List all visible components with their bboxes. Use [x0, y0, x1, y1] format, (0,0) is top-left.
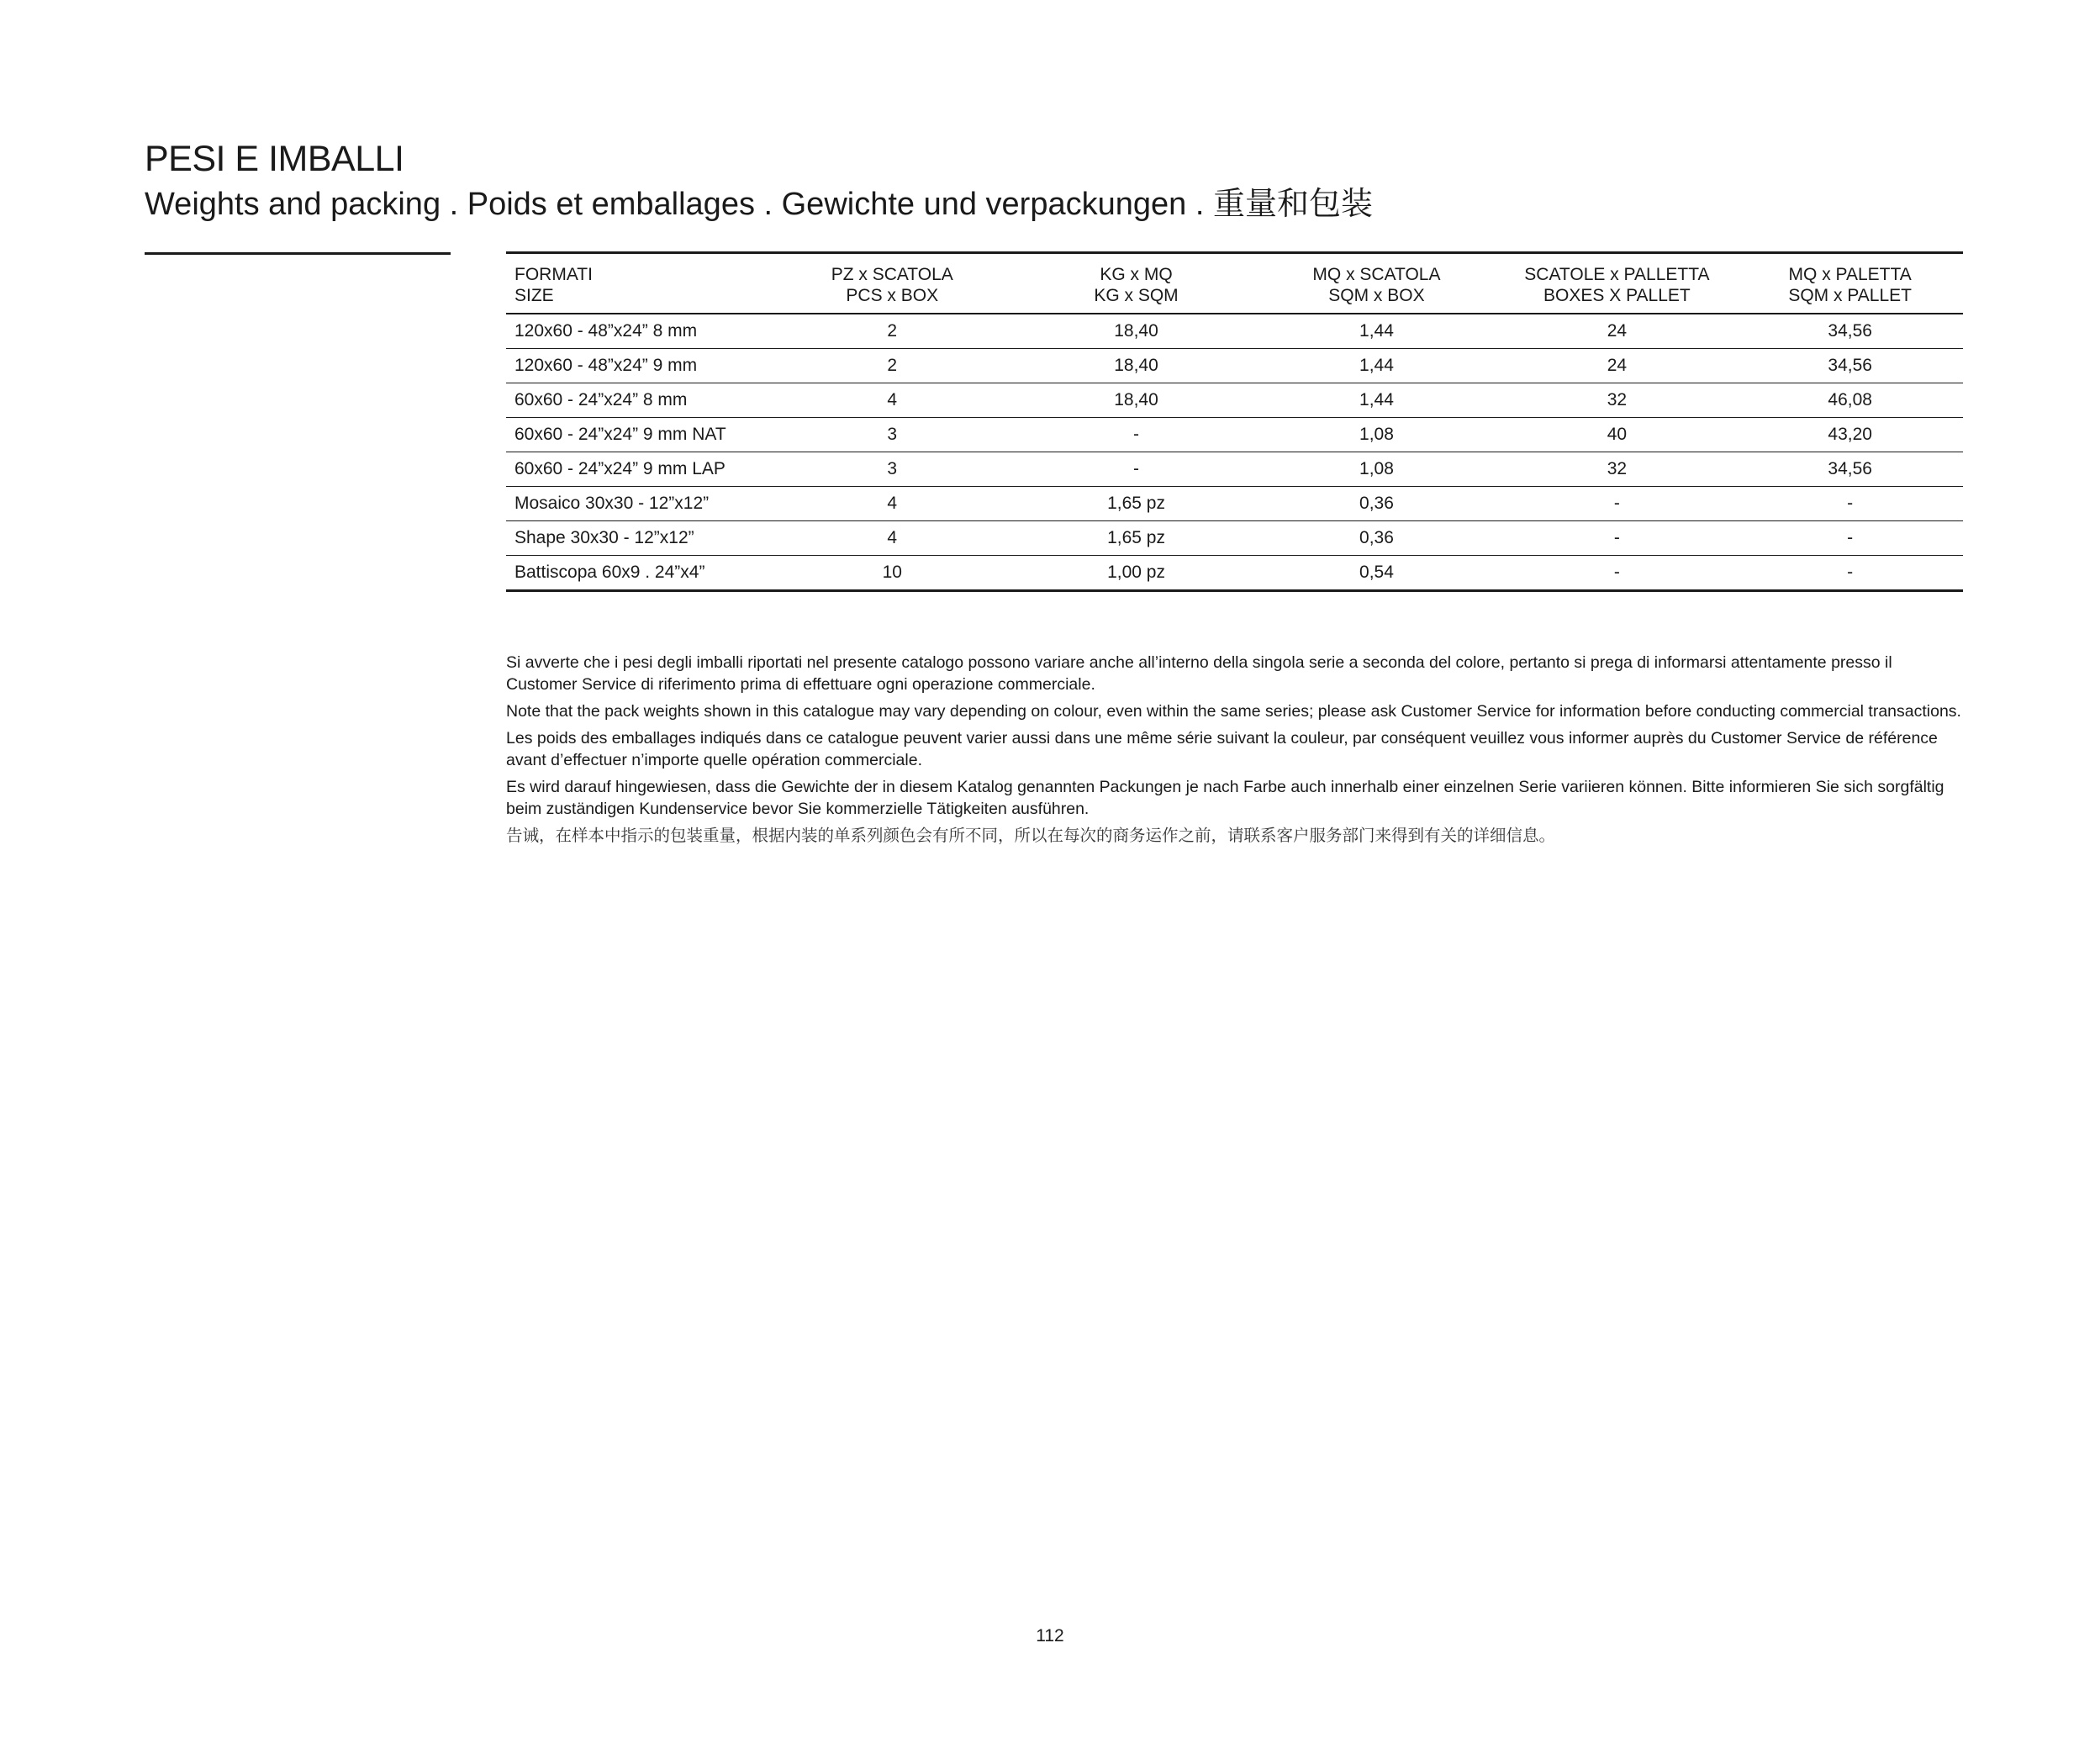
- column-header-line2: SQM x PALLET: [1788, 286, 1912, 305]
- column-header-line1: PZ x SCATOLA: [831, 265, 953, 284]
- packing-table-container: [506, 251, 1963, 592]
- table-cell: 0,54: [1256, 556, 1496, 591]
- table-cell-size: 120x60 - 48”x24” 8 mm: [506, 314, 768, 349]
- table-cell: 4: [768, 487, 1016, 521]
- table-cell: 34,56: [1737, 452, 1963, 487]
- note-italian: Si avverte che i pesi degli imballi riportati nel presente catalogo possono variare anche all’interno della singola serie a seconda del colore, pertanto si prega di informarsi attentamente presso il Customer Service di riferimento prima di effettuare ogni operazione commerciale.: [506, 653, 1892, 694]
- table-cell-size: 60x60 - 24”x24” 9 mm LAP: [506, 452, 768, 487]
- table-cell: 46,08: [1737, 383, 1963, 418]
- disclaimer-notes: [506, 652, 1963, 852]
- table-cell: 1,44: [1256, 383, 1496, 418]
- table-cell: 1,65 pz: [1016, 521, 1257, 556]
- table-cell: -: [1016, 418, 1257, 452]
- column-header-sqm-box: [1256, 253, 1496, 314]
- table-cell-size: 60x60 - 24”x24” 8 mm: [506, 383, 768, 418]
- column-header-sqm-pallet: [1737, 253, 1963, 314]
- column-header-line1: MQ x PALETTA: [1788, 265, 1912, 284]
- table-header-row: [506, 253, 1963, 314]
- table-row: [506, 452, 1963, 487]
- table-cell: 3: [768, 418, 1016, 452]
- column-header-line1: FORMATI: [514, 265, 593, 284]
- table-cell: 1,08: [1256, 452, 1496, 487]
- table-cell: 24: [1496, 349, 1737, 383]
- table-cell: -: [1016, 452, 1257, 487]
- note-german: Es wird darauf hingewiesen, dass die Gewichte der in diesem Katalog genannten Packungen je nach Farbe auch innerhalb einer einzelnen Serie variieren können. Bitte informieren Sie sich sorgfältig beim zuständigen Kundenservice bevor Sie kommerzielle Tätigkeiten ausführen.: [506, 778, 1944, 818]
- column-header-pcs-box: [768, 253, 1016, 314]
- packing-table: [506, 251, 1963, 592]
- note-english: Note that the pack weights shown in this catalogue may vary depending on colour, even within the same series; please ask Customer Service for information before conducting commercial transactions.: [506, 702, 1961, 721]
- column-header-line1: KG x MQ: [1100, 265, 1173, 284]
- table-cell: 1,44: [1256, 349, 1496, 383]
- table-cell-size: Shape 30x30 - 12”x12”: [506, 521, 768, 556]
- table-cell: -: [1496, 521, 1737, 556]
- table-cell: 32: [1496, 452, 1737, 487]
- table-cell: 18,40: [1016, 349, 1257, 383]
- table-cell: -: [1496, 556, 1737, 591]
- table-row: [506, 487, 1963, 521]
- table-cell: 10: [768, 556, 1016, 591]
- table-cell: -: [1737, 556, 1963, 591]
- table-cell: 0,36: [1256, 487, 1496, 521]
- table-header: [506, 253, 1963, 314]
- column-header-size: [506, 253, 768, 314]
- table-cell: 18,40: [1016, 314, 1257, 349]
- table-body: [506, 314, 1963, 591]
- page-subtitle: Weights and packing . Poids et emballages . Gewichte und verpackungen . 重量和包装: [145, 187, 1373, 222]
- table-row: [506, 383, 1963, 418]
- table-cell: 43,20: [1737, 418, 1963, 452]
- table-cell: 0,36: [1256, 521, 1496, 556]
- table-cell: 34,56: [1737, 349, 1963, 383]
- table-cell: 4: [768, 521, 1016, 556]
- column-header-line2: SIZE: [514, 286, 554, 305]
- table-cell: 24: [1496, 314, 1737, 349]
- table-cell: -: [1737, 521, 1963, 556]
- table-cell: 34,56: [1737, 314, 1963, 349]
- note-french: Les poids des emballages indiqués dans ce catalogue peuvent varier aussi dans une même série suivant la couleur, par conséquent veuillez vous informer auprès du Customer Service de référence avant d’effectuer n’importe quelle opération commerciale.: [506, 729, 1938, 769]
- table-cell: 1,00 pz: [1016, 556, 1257, 591]
- table-cell-size: Battiscopa 60x9 . 24”x4”: [506, 556, 768, 591]
- table-cell-size: Mosaico 30x30 - 12”x12”: [506, 487, 768, 521]
- table-cell: 2: [768, 349, 1016, 383]
- table-cell: 1,44: [1256, 314, 1496, 349]
- table-row: [506, 349, 1963, 383]
- table-cell: 4: [768, 383, 1016, 418]
- column-header-line2: SQM x BOX: [1328, 286, 1425, 305]
- table-cell: 18,40: [1016, 383, 1257, 418]
- table-cell: 1,65 pz: [1016, 487, 1257, 521]
- title-divider: [145, 252, 451, 255]
- page-title: PESI E IMBALLI: [145, 139, 404, 179]
- table-cell: 32: [1496, 383, 1737, 418]
- table-cell: -: [1496, 487, 1737, 521]
- column-header-kg-sqm: [1016, 253, 1257, 314]
- table-row: [506, 521, 1963, 556]
- column-header-line2: KG x SQM: [1094, 286, 1179, 305]
- column-header-line2: BOXES X PALLET: [1543, 286, 1691, 305]
- note-chinese: 告诫，在样本中指示的包装重量，根据内装的单系列颜色会有所不同，所以在每次的商务运作之前，请联系客户服务部门来得到有关的详细信息。: [506, 827, 1556, 845]
- table-cell: 3: [768, 452, 1016, 487]
- table-row: [506, 314, 1963, 349]
- table-row: [506, 418, 1963, 452]
- table-cell-size: 120x60 - 48”x24” 9 mm: [506, 349, 768, 383]
- page-number: 112: [1036, 1626, 1064, 1646]
- table-cell: 1,08: [1256, 418, 1496, 452]
- table-cell-size: 60x60 - 24”x24” 9 mm NAT: [506, 418, 768, 452]
- column-header-boxes-pallet: [1496, 253, 1737, 314]
- table-cell: -: [1737, 487, 1963, 521]
- table-row: [506, 556, 1963, 591]
- table-cell: 40: [1496, 418, 1737, 452]
- column-header-line1: MQ x SCATOLA: [1312, 265, 1441, 284]
- column-header-line2: PCS x BOX: [846, 286, 939, 305]
- table-cell: 2: [768, 314, 1016, 349]
- column-header-line1: SCATOLE x PALLETTA: [1524, 265, 1710, 284]
